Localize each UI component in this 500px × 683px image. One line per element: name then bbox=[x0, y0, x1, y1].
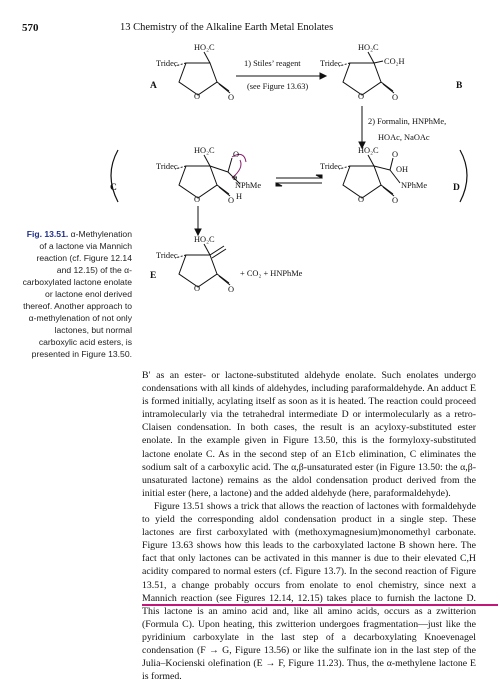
bottom-rule bbox=[142, 604, 498, 606]
svg-text:HO₂C: HO₂C bbox=[358, 43, 379, 52]
svg-text:HO₂C: HO₂C bbox=[194, 146, 215, 155]
svg-text:Tridec: Tridec bbox=[156, 59, 178, 68]
svg-text:O: O bbox=[228, 93, 235, 102]
step1-reagent: 1) Stiles’ reagent bbox=[244, 59, 301, 68]
svg-text:O: O bbox=[358, 92, 365, 101]
label-e: E bbox=[150, 271, 157, 281]
svg-text:Tridec: Tridec bbox=[156, 251, 178, 260]
svg-text:CO₂H: CO₂H bbox=[384, 57, 405, 66]
body-text bbox=[142, 369, 476, 683]
svg-text:O: O bbox=[194, 284, 201, 293]
svg-text:HO₂C: HO₂C bbox=[358, 146, 379, 155]
running-title: 13 Chemistry of the Alkaline Earth Metal Enolates bbox=[120, 22, 334, 33]
molecule-e-ring bbox=[179, 255, 217, 287]
svg-text:O: O bbox=[194, 92, 201, 101]
svg-text:O: O bbox=[392, 196, 399, 205]
svg-text:NPhMe: NPhMe bbox=[235, 181, 262, 190]
step1-note: (see Figure 13.63) bbox=[247, 82, 309, 91]
svg-text:Tridec: Tridec bbox=[320, 59, 342, 68]
figure-caption bbox=[20, 228, 132, 360]
caption-text: α-Methylenation of a lactone via Mannich reaction (cf. Figure 12.14 and 12.15) of the α-carboxylated lactone enolate or lactone enol derived thereof. Another approach to α-methylenation of not only lactones, but normal carboxylic acid esters, is presented in Figure 13.50. bbox=[22, 229, 132, 359]
paragraph-1: B′ as an ester- or lactone-substituted aldehyde enolate. Such enolates undergo condensations with all kinds of aldehydes, including paraformaldehyde. An adduct E is formed initially, acylating itself as soon as it is heated. The reaction could proceed intramolecularly via the tetrahedral intermediate D or intermolecularly as a retro-Claisen condensation. In both cases, the result is an acyloxy-substituted ester enolate. In the example given in Figure 13.50, this is the formyloxy-substituted lactone enolate C. As in the second step of an E1cb elimination, C eliminates the sodium salt of a carboxylic acid. The α,β-unsaturated ester (in Figure 13.50: the α,β-unsaturated lactone) remains as the aldol condensation product derived from the initial ester (here, a lactone) and the added aldehyde (here, paraformaldehyde). bbox=[142, 370, 476, 499]
svg-text:HO₂C: HO₂C bbox=[194, 43, 215, 52]
svg-text:O: O bbox=[392, 93, 399, 102]
svg-text:HO₂C: HO₂C bbox=[194, 235, 215, 244]
svg-text:O: O bbox=[228, 285, 235, 294]
step2-reagent-b: HOAc, NaOAc bbox=[378, 133, 430, 142]
label-b: B bbox=[456, 81, 463, 91]
svg-text:Tridec: Tridec bbox=[156, 162, 178, 171]
page-number: 570 bbox=[22, 22, 39, 34]
svg-text:Tridec: Tridec bbox=[320, 162, 342, 171]
molecule-d-ring bbox=[343, 166, 381, 198]
step2-reagent: 2) Formalin, HNPhMe, bbox=[368, 117, 447, 126]
svg-text:O: O bbox=[233, 150, 240, 159]
label-d: D bbox=[453, 183, 460, 193]
svg-text:O: O bbox=[358, 195, 365, 204]
svg-text:OH: OH bbox=[396, 165, 409, 174]
svg-text:O: O bbox=[228, 196, 235, 205]
byproducts: + CO₂ + HNPhMe bbox=[240, 269, 303, 278]
svg-text:O: O bbox=[194, 195, 201, 204]
label-c: C bbox=[110, 183, 117, 193]
svg-text:NPhMe: NPhMe bbox=[401, 181, 428, 190]
svg-text:⊕: ⊕ bbox=[232, 174, 238, 182]
label-a: A bbox=[150, 81, 157, 91]
svg-text:H: H bbox=[236, 192, 243, 201]
paragraph-2: Figure 13.51 shows a trick that allows the reaction of lactones with formaldehyde to yield the corresponding aldol condensation product in a single step. These lactones are first carboxylated with (methoxymagnesium)monomethyl carbonate. Figure 13.63 shows how this leads to the carboxylated lactone B shown here. The fact that only lactones can be activated in this manner is due to their elevated C,H acidity compared to normal esters (cf. Figure 13.7). In the second reaction of Figure 13.51, a change probably occurs from enolate to enol chemistry, since next a Mannich reaction (see Figures 12.14, 12.15) takes place to furnish the lactone D. This lactone is an amino acid and, like all amino acids, occurs as a zwitterion (Formula C). Upon heating, this zwitterion undergoes fragmentation—just like the pyridinium carboxylate in the last step of a decarboxylating Knoevenagel condensation (F → G, Figure 13.56) or like the sulfinate ion in the last step of the Julia–Kocienski olefination (E → F, Figure 11.23). Thus, the α-methylene lactone E is formed. bbox=[142, 500, 476, 683]
molecule-c-ring bbox=[179, 166, 217, 198]
molecule-b-ring bbox=[343, 63, 381, 95]
figure-label: Fig. 13.51. bbox=[26, 229, 69, 239]
molecule-a-ring bbox=[179, 63, 217, 95]
svg-text:O: O bbox=[392, 150, 399, 159]
